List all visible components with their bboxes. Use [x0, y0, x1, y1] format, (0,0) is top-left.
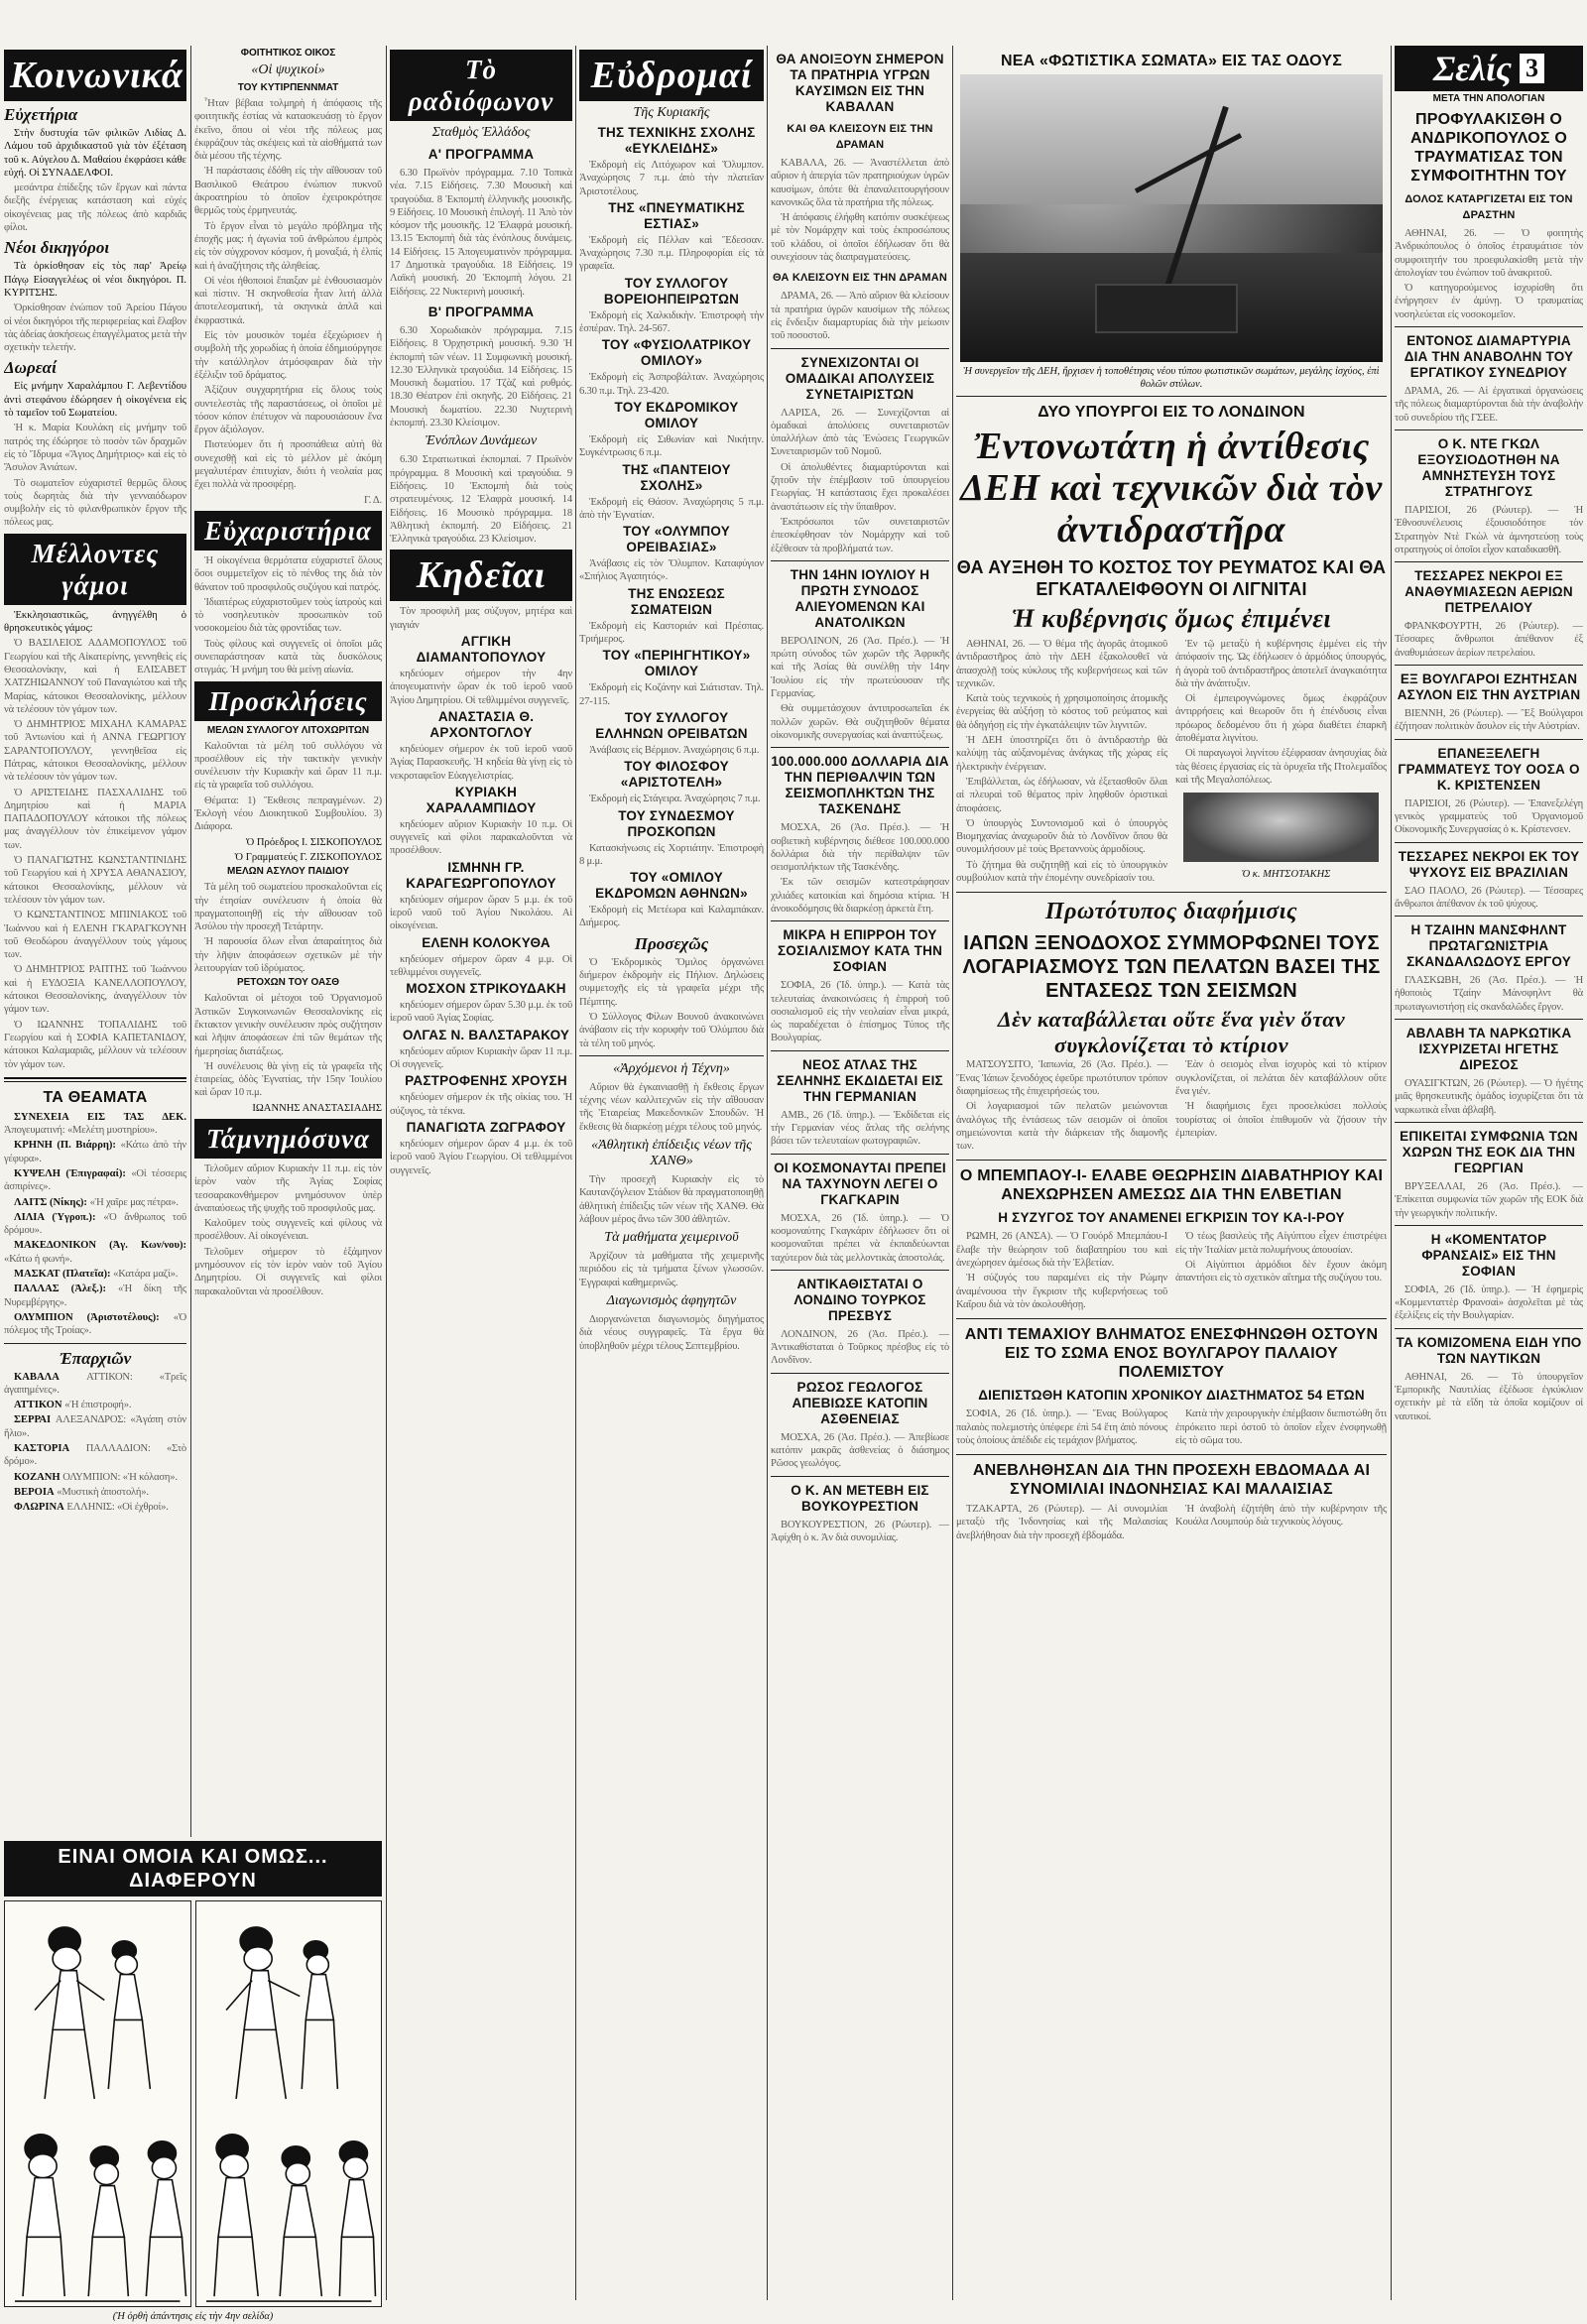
headline: ΑΝΤΙΚΑΘΙΣΤΑΤΑΙ Ο ΛΟΝΔΙΝΟ ΤΟΥΡΚΟΣ ΠΡΕΣΒΥΣ	[794, 1276, 926, 1323]
portrait-photo	[1183, 793, 1379, 862]
headline: Η «ΚΟΜΕΝΤΑΤΟΡ ΦΡΑΝΣΑΙΣ» ΕΙΣ ΤΗΝ ΣΟΦΙΑΝ	[1421, 1231, 1556, 1279]
headline: ΤΕΣΣΑΡΕΣ ΝΕΚΡΟΙ ΕΞ ΑΝΑΘΥΜΙΑΣΕΩΝ ΑΕΡΙΩΝ ΠΕΤΡΕΛΑΙΟΥ	[1404, 568, 1573, 616]
headline: ΕΠΑΝΕΞΕΛΕΓΗ ΓΡΑΜΜΑΤΕΥΣ ΤΟΥ ΟΟΣΑ Ο Κ. ΚΡΙΣΤΕΝΣΕΝ	[1398, 745, 1580, 793]
theama-item: ΜΑΣΚΑΤ (Πλατεῖα): «Κατάρα μαζί».	[14, 1269, 179, 1281]
headline: ΟΙ ΚΟΣΜΟΝΑΥΤΑΙ ΠΡΕΠΕΙ ΝΑ ΤΑΧΥΝΟΥΝ ΛΕΓΕΙ Ο ΓΚΑΓΚΑΡΙΝ	[774, 1160, 946, 1207]
article-title: Τὰ μαθήματα χειμερινοῦ	[604, 1230, 739, 1246]
headline: ΙΑΠΩΝ ΞΕΝΟΔΟΧΟΣ ΣΥΜΜΟΡΦΩΝΕΙ ΤΟΥΣ ΛΟΓΑΡΙΑΣΜΟΥΣ ΤΩΝ ΠΕΛΑΤΩΝ ΒΑΣΕΙ ΤΗΣ ΕΝΤΑΣΕΩΣ ΤΩΝ ΣΕΙΣΜΩΝ	[962, 932, 1381, 1003]
headline: Ο Κ. ΑΝ ΜΕΤΕΒΗ ΕΙΣ ΒΟΥΚΟΥΡΕΣΤΙΟΝ	[791, 1482, 929, 1514]
theama-item: ΛΙΛΙΑ (Ὑγροπ.): «Ὁ ἄνθρωπος τοῦ δρόμου».	[4, 1211, 186, 1237]
deceased-name: ΚΥΡΙΑΚΗ ΧΑΡΑΛΑΜΠΙΔΟΥ	[426, 784, 537, 815]
column-rule	[575, 46, 576, 2300]
section-subtitle: Τῆς Κυριακῆς	[633, 105, 710, 120]
page-number: 3	[1520, 54, 1544, 83]
article-text: Ἐκκλησιαστικῶς, ἀνηγγέλθη ὁ θρησκευτικὸς γάμος:	[4, 609, 186, 635]
article-title: «Οἱ ψυχικοί»	[251, 62, 325, 77]
news-photo	[960, 74, 1383, 362]
kicker: ΜΕΛΩΝ ΣΥΛΛΟΓΟΥ ΛΙΤΟΧΩΡΙΤΩΝ	[206, 724, 370, 736]
deceased-name: ΠΑΝΑΓΙΩΤΑ ΖΩΓΡΑΦΟΥ	[406, 1119, 566, 1135]
article-title: «Ἀρχόμενοι ἡ Τέχνη»	[613, 1060, 730, 1076]
excursion-heading: ΤΗΣ ΕΝΩΣΕΩΣ ΣΩΜΑΤΕΙΩΝ	[628, 585, 725, 617]
deceased-name: ΑΝΑΣΤΑΣΙΑ Θ. ΑΡΧΟΝΤΟΓΛΟΥ	[429, 708, 535, 740]
section-heading-upcoming: Προσεχῶς	[634, 933, 709, 953]
section-banner-memorials: Τάμνημόσυνα	[194, 1119, 382, 1159]
headline: 100.000.000 ΔΟΛΛΑΡΙΑ ΔΙΑ ΤΗΝ ΠΕΡΙΘΑΛΨΙΝ ΤΩΝ ΣΕΙΣΜΟΠΛΗΚΤΩΝ ΤΗΣ ΤΑΣΚΕΝΔΗΣ	[771, 754, 949, 817]
eparxia-item: ΚΟΖΑΝΗ ΟΛΥΜΠΙΟΝ: «Ἡ κόλαση».	[14, 1471, 178, 1483]
kicker: ΡΕΤΟΧΩΝ ΤΟΥ ΟΑΣΘ	[236, 977, 340, 989]
headline: Η ΤΖΑΙΗΝ ΜΑΝΣΦΗΛΝΤ ΠΡΩΤΑΓΩΝΙΣΤΡΙΑ ΣΚΑΝΔΑΛΩΔΟΥΣ ΕΡΓΟΥ	[1406, 922, 1571, 970]
deceased-name: ΟΛΓΑΣ Ν. ΒΑΛΣΤΑΡΑΚΟΥ	[402, 1027, 570, 1042]
section-heading-eparxion: Ἐπαρχιῶν	[59, 1348, 132, 1368]
headline: ΑΝΕΒΛΗΘΗΣΑΝ ΔΙΑ ΤΗΝ ΠΡΟΣΕΧΗ ΕΒΔΟΜΑΔΑ ΑΙ ΣΥΝΟΜΙΛΙΑΙ ΙΝΔΟΝΗΣΙΑΣ ΚΑΙ ΜΑΛΑΙΣΙΑΣ	[972, 1462, 1371, 1499]
photo-caption: Ὁ κ. ΜΗΤΣΟΤΑΚΗΣ	[1241, 869, 1331, 881]
section-banner-funerals: Κηδεῖαι	[390, 550, 572, 601]
signature: Ὁ Γραμματεύς Γ. ΖΙΣΚΟΠΟΥΛΟΣ	[234, 851, 382, 863]
excursion-heading: ΤΟΥ ΦΙΛΟΣΦΟΥ «ΑΡΙΣΤΟΤΕΛΗ»	[620, 759, 729, 791]
subheadline: ΘΑ ΚΛΕΙΣΟΥΝ ΕΙΣ ΤΗΝ ΔΡΑΜΑΝ	[772, 272, 948, 285]
section-heading: Δωρεαί	[4, 358, 57, 378]
section-banner-excursions: Εὐδρομαί	[579, 50, 764, 101]
subheadline: ΔΟΛΟΣ ΚΑΤΑΡΓΙΖΕΤΑΙ ΕΙΣ ΤΟΝ ΔΡΑΣΤΗΝ	[1404, 193, 1573, 221]
eparxia-item: ΚΑΣΤΟΡΙΑ ΠΑΛΛΑΔΙΟΝ: «Στὸ δρόμο».	[4, 1443, 186, 1468]
headline: ΕΞ ΒΟΥΛΓΑΡΟΙ ΕΖΗΤΗΣΑΝ ΑΣΥΛΟΝ ΕΙΣ ΤΗΝ ΑΥΣΤΡΙΑΝ	[1397, 672, 1581, 703]
theama-item: ΜΑΚΕΔΟΝΙΚΟΝ (Ἀγ. Κων/νου): «Κάτω ἡ φωνή».	[4, 1240, 186, 1265]
excursion-heading: ΤΟΥ ΣΥΛΛΟΓΟΥ ΒΟΡΕΙΟΗΠΕΙΡΩΤΩΝ	[603, 275, 740, 306]
excursion-heading: ΤΟΥ «ΟΛΥΜΠΟΥ ΟΡΕΙΒΑΣΙΑΣ»	[623, 524, 730, 555]
column-radio: Τὸ ραδιόφωνον Σταθμὸς Ἑλλάδος Α' ΠΡΟΓΡΑΜΜΑ 6.30 Πρωϊνὸν πρόγραμμα. 7.10 Τοπικὰ νέα. 7.15 Εἰδήσεις. 7.30 Μουσικὴ καὶ τραγούδια. 8 Ἐκπομπὴ ἑλληνικῆς μουσικῆς. 9 Εἰδήσεις. 10 Μουσικὴ ἐπιλογή. 11 Ἀπὸ τὸν κόσμον τῆς μουσικῆς. 12 Ἐλαφρά μουσική. 13.15 Ἐκπομπὴ διὰ τὰς ἐνόπλους δυνάμεις. 14 Εἰδήσεις. 15 Ἀπογευματινὸν πρόγραμμα. 17 Δημοτικὰ τραγούδια. 18 Εἰδήσεις. 19 Λαϊκὴ μουσική. 20 Ἐκπομπὴ λόγου. 21 Εἰδήσεις. 22 Νυκτερινὴ μουσική. Β' ΠΡΟΓΡΑΜΜΑ 6.30 Χορωδιακὸν πρόγραμμα. 7.15 Εἰδήσεις. 8 Ὀρχηστρικὴ μουσική. 9.30 Ἡ ἐκπομπὴ τῶν νέων. 11 Συμφωνικὴ μουσική. 12.30 Ἐλληνικὰ τραγούδια. 14 Εἰδήσεις. 15 Μουσικὴ δωματίου. 17 Τζὰζ καὶ ρυθμός. 18.30 Θέατρον ἐπὶ σκηνῆς. 20 Εἰδήσεις. 21 Μουσικὴ δωματίου. 22.30 Νυχτερινὴ ἐκπομπή. 23.30 Κλείσιμον. Ἐνόπλων Δυνάμεων 6.30 Στρατιωτικαὶ ἐκπομπαί. 7 Πρωϊνὸν πρόγραμμα. 8 Μουσικὴ καὶ τραγούδια. 9 Εἰδήσεις. 10 Ἐκπομπὴ διὰ τοὺς στρατευμένους. 12 Ἐλαφρὰ μουσική. 14 Εἰδήσεις. 16 Μουσικὸ πρόγραμμα. 18 Ἀθλητικὴ ἐκπομπή. 20 Εἰδήσεις. 21 Ἐλληνικὰ τραγούδια. 23 Κλείσιμον. Κηδεῖαι Τὸν προσφιλῆ μας σύζυγον, μητέρα καὶ γιαγιάν ΑΓΓΙΚΗ ΔΙΑΜΑΝΤΟΠΟΥΛΟΥ κηδεύομεν σήμερον τὴν 4ην ἀπογευματινὴν ὥραν ἐκ τοῦ ἱεροῦ ναοῦ Ἁγίου Δημητρίου. Οἱ τεθλιμμένοι συγγενεῖς. ΑΝΑΣΤΑΣΙΑ Θ. ΑΡΧΟΝΤΟΓΛΟΥ κηδεύομεν σήμερον ἐκ τοῦ ἱεροῦ ναοῦ Ἁγίας Παρασκευῆς. Ἡ κηδεία θὰ γίνῃ εἰς τὸ νεκροταφεῖον Εὐαγγελιστρίας. ΚΥΡΙΑΚΗ ΧΑΡΑΛΑΜΠΙΔΟΥ κηδεύομεν αὔριον Κυριακὴν 10 π.μ. Οἱ συγγενεῖς καὶ φίλοι παρακαλοῦνται νὰ προσέλθουν. ΙΣΜΗΝΗ ΓΡ. ΚΑΡΑΓΕΩΡΓΟΠΟΥΛΟΥ κηδεύομεν σήμερον ὥραν 5 μ.μ. ἐκ τοῦ ἱεροῦ ναοῦ τοῦ Ἁγίου Νικολάου. Αἱ οἰκογένειαι. ΕΛΕΝΗ ΚΟΛΟΚΥΘΑ κηδεύομεν σήμερον ὥραν 4 μ.μ. Οἱ τεθλιμμένοι συγγενεῖς. ΜΟΣΧΟΝ ΣΤΡΙΚΟΥΔΑΚΗ κηδεύομεν σήμερον ὥραν 5.30 μ.μ. ἐκ τοῦ ἱεροῦ ναοῦ Ἁγίας Σοφίας. ΟΛΓΑΣ Ν. ΒΑΛΣΤΑΡΑΚΟΥ κηδεύομεν αὔριον Κυριακὴν ὥραν 11 π.μ. Οἱ συγγενεῖς. ΡΑΣΤΡΟΦΕΝΗΣ ΧΡΟΥΣΗ κηδεύομεν σήμερον ἐκ τῆς οἰκίας του. Ἡ σύζυγος, τὰ τέκνα. ΠΑΝΑΓΙΩΤΑ ΖΩΓΡΑΦΟΥ κηδεύομεν σήμερον ὥραν 4 μ.μ. ἐκ τοῦ ἱεροῦ ναοῦ Ἁγίου Γεωργίου. Οἱ τεθλιμμένοι συγγενεῖς.	[390, 46, 572, 2300]
deck-italic: Δὲν καταβάλλεται οὔτε ἕνα γιὲν ὅταν συγκλονίζεται τὸ κτίριον	[997, 1007, 1346, 1058]
deceased-name: ΕΛΕΝΗ ΚΟΛΟΚΥΘΑ	[422, 934, 550, 950]
signature: Ὁ Πρόεδρος Ι. ΣΙΣΚΟΠΟΥΛΟΣ	[245, 836, 382, 848]
excursion-heading: ΤΟΥ ΕΚΔΡΟΜΙΚΟΥ ΟΜΙΛΟΥ	[614, 399, 739, 430]
section-banner-thanks: Εὐχαριστήρια	[194, 511, 382, 550]
headline: ΕΝΤΟΝΟΣ ΔΙΑΜΑΡΤΥΡΙΑ ΔΙΑ ΤΗΝ ΑΝΑΒΟΛΗΝ ΤΟΥ ΕΡΓΑΤΙΚΟΥ ΣΥΝΕΔΡΙΟΥ	[1404, 333, 1574, 381]
headline: ΤΑ ΚΟΜΙΖΟΜΕΝΑ ΕΙΔΗ ΥΠΟ ΤΩΝ ΝΑΥΤΙΚΩΝ	[1396, 1334, 1582, 1366]
theama-item: ΣΥΝΕΧΕΙΑ ΕΙΣ ΤΑΣ ΔΕΚ. Ἀπογευματινή: «Μελέτη μυστηρίου».	[4, 1111, 186, 1137]
headline: ΑΝΤΙ ΤΕΜΑΧΙΟΥ ΒΛΗΜΑΤΟΣ ΕΝΕΣΦΗΝΩΘΗ ΟΣΤΟΥΝ ΕΙΣ ΤΟ ΣΩΜΑ ΕΝΟΣ ΒΟΥΛΓΑΡΟΥ ΠΑΛΑΙΟΥ ΠΟΛΕΜΙΣΤΟΥ	[964, 1326, 1379, 1382]
theama-item: ΛΑΙΤΣ (Νίκης): «Ἡ χαῖρε μας πέτρα».	[14, 1196, 179, 1208]
headline: ΑΒΛΑΒΗ ΤΑ ΝΑΡΚΩΤΙΚΑ ΙΣΧΥΡΙΖΕΤΑΙ ΗΓΕΤΗΣ ΔΙΡΕΣΟΣ	[1405, 1026, 1572, 1073]
excursion-heading: ΤΟΥ «ΟΜΙΛΟΥ ΕΚΔΡΟΜΩΝ ΑΘΗΝΩΝ»	[595, 870, 748, 902]
subheadline: ΚΑΙ ΘΑ ΚΛΕΙΣΟΥΝ ΕΙΣ ΤΗΝ ΔΡΑΜΑΝ	[787, 123, 933, 151]
section-banner-weddings: Μέλλοντες γάμοι	[4, 534, 186, 605]
eparxia-item: ΣΕΡΡΑΙ ΑΛΕΞΑΝΔΡΟΣ: «Ἀγάπη στὸν ἥλιο».	[4, 1414, 186, 1439]
section-heading-theamata: ΤΑ ΘΕΑΜΑΤΑ	[43, 1088, 148, 1106]
subheadline: Η ΣΥΖΥΓΟΣ ΤΟΥ ΑΝΑΜΕΝΕΙ ΕΓΚΡΙΣΙΝ ΤΟΥ ΚΑ-Ι-ΡΟΥ	[998, 1210, 1345, 1226]
column-rule	[386, 46, 387, 2300]
program-heading: Α' ΠΡΟΓΡΑΜΜΑ	[427, 147, 535, 162]
column-rule	[1391, 46, 1392, 2300]
section-heading: Νέοι δικηγόροι	[4, 238, 110, 258]
kicker: ΜΕΛΩΝ ΑΣΥΛΟΥ ΠΑΙΔΙΟΥ	[226, 866, 349, 878]
kicker: ΔΥΟ ΥΠΟΥΡΓΟΙ ΕΙΣ ΤΟ ΛΟΝΔΙΝΟΝ	[1038, 404, 1305, 421]
kicker: ΜΕΤΑ ΤΗΝ ΑΠΟΛΟΓΙΑΝ	[1432, 93, 1545, 104]
excursion-heading: ΤΗΣ «ΠΝΕΥΜΑΤΙΚΗΣ ΕΣΤΙΑΣ»	[608, 199, 745, 231]
deck-italic: Ἡ κυβέρνησις ὅμως ἐπιμένει	[1011, 604, 1332, 633]
headline: ΝΕΟΣ ΑΤΛΑΣ ΤΗΣ ΣΕΛΗΝΗΣ ΕΚΔΙΔΕΤΑΙ ΕΙΣ ΤΗΝ ΓΕΡΜΑΝΙΑΝ	[777, 1056, 943, 1104]
section-banner-radio: Τὸ ραδιόφωνον	[390, 50, 572, 121]
cartoon-right	[195, 1900, 383, 2307]
excursion-heading: ΤΟΥ ΣΥΛΛΟΓΟΥ ΕΛΛΗΝΩΝ ΟΡΕΙΒΑΤΩΝ	[595, 709, 748, 741]
excursion-heading: ΤΟΥ «ΦΥΣΙΟΛΑΤΡΙΚΟΥ ΟΜΙΛΟΥ»	[601, 337, 752, 369]
theama-item: ΚΡΗΝΗ (Π. Βιάρρη): «Κάτω ἀπὸ τὴν γέφυρα».	[4, 1140, 186, 1164]
column-student-home: ΦΟΙΤΗΤΙΚΟΣ ΟΙΚΟΣ «Οἱ ψυχικοί» ΤΟΥ ΚΥΤΙΡΠΕΝΝΜΑΤ Ἦταν βέβαια τολμηρὴ ἡ ἀπόφασις τῆς φοιτητικῆς ἑστίας νὰ κατασκευάσῃ τὸ ἔργον ἐκεῖνο, ὅπου οἱ νέοι τῆς πόλεως μας ἐκφράζουν τὰς σκέψεις καὶ τὰ αἰσθήματά των διὰ μέσου τῆς τέχνης. Ἡ παράστασις ἐδόθη εἰς τὴν αἴθουσαν τοῦ Βασιλικοῦ Θεάτρου ἐνώπιον πυκνοῦ ἀκροατηρίου τὸ ὁποῖον ἐχειροκρότησε θερμῶς τοὺς ἐρμηνευτάς. Τὸ ἔργον εἶναι τὸ μεγάλο πρόβλημα τῆς ἐποχῆς μας: ἡ ἀγωνία τοῦ ἀνθρώπου ἐμπρὸς εἰς τὸν σύγχρονον κόσμον, ἡ μοναξιά, ἡ ἐλπίς καὶ ἡ ἀναζήτησις τῆς ἀληθείας. Οἱ νέοι ἠθοποιοὶ ἔπαιξαν μὲ ἐνθουσιασμὸν καὶ πίστιν. Ἡ σκηνοθεσία ἦταν λιτή ἀλλὰ ἀποτελεσματική, τὰ σκηνικὰ ἁπλᾶ καὶ ἐκφραστικά. Εἰς τὸν μουσικὸν τομέα ἐξεχώρισεν ἡ συμβολὴ τῆς χορωδίας ἡ ὁποία ἐδημιούργησε τὴν κατάλληλον ἀτμόσφαιραν διὰ τὴν ἐξέλιξιν τοῦ δράματος. Ἀξίζουν συγχαρητήρια εἰς ὅλους τοὺς συντελεστὰς τῆς παραστάσεως, οἱ ὁποῖοι μὲ τόσον κόπον ἐπέτυχον νὰ παρουσιάσουν ἕνα ἔργον ἀξιόλογον. Πιστεύομεν ὅτι ἡ προσπάθεια αὐτὴ θὰ συνεχισθῇ καὶ εἰς τὸ μέλλον μὲ ἀκόμη μεγαλυτέραν ἐπιτυχίαν, διότι ἡ νεολαία μας ἔχει πολλὰ νὰ προσφέρῃ. Γ. Δ. Εὐχαριστήρια Ἡ οἰκογένεια θερμότατα εὐχαριστεῖ ὅλους ὅσοι συμμετεῖχον εἰς τὸ πένθος της διὰ τὸν θάνατον τοῦ προσφιλοῦς συζύγου καὶ πατρός. Ἰδιαιτέρως εὐχαριστοῦμεν τοὺς ἰατροὺς καὶ τὸ νοσηλευτικὸν προσωπικὸν τοῦ νοσοκομείου διὰ τὰς φροντίδας των. Τοὺς φίλους καὶ συγγενεῖς οἱ ὁποῖοι μᾶς συνεπαράστησαν κατὰ τὰς δυσκόλους στιγμάς. Ἡ μνήμη του θὰ μείνῃ αἰωνία. Προσκλήσεις ΜΕΛΩΝ ΣΥΛΛΟΓΟΥ ΛΙΤΟΧΩΡΙΤΩΝ Καλοῦνται τὰ μέλη τοῦ συλλόγου νὰ προσέλθουν εἰς τὴν τακτικὴν γενικὴν συνέλευσιν τὴν Κυριακὴν καὶ ὥραν 11 π.μ. εἰς τὰ γραφεῖα τοῦ συλλόγου. Θέματα: 1) Ἔκθεσις πεπραγμένων. 2) Ἐκλογὴ νέου Διοικητικοῦ Συμβουλίου. 3) Διάφορα. Ὁ Πρόεδρος Ι. ΣΙΣΚΟΠΟΥΛΟΣ Ὁ Γραμματεύς Γ. ΖΙΣΚΟΠΟΥΛΟΣ ΜΕΛΩΝ ΑΣΥΛΟΥ ΠΑΙΔΙΟΥ Τὰ μέλη τοῦ σωματείου προσκαλοῦνται εἰς τὴν ἐτησίαν συνέλευσιν ἡ ὁποία θὰ πραγματοποιηθῇ εἰς τὴν αἴθουσαν τοῦ Ἀσύλου τὴν προσεχῆ Τετάρτην. Ἡ παρουσία ὅλων εἶναι ἀπαραίτητος διὰ τὴν λῆψιν ἀποφάσεων σχετικῶν μὲ τὴν λειτουργίαν τοῦ ἱδρύματος. ΡΕΤΟΧΩΝ ΤΟΥ ΟΑΣΘ Καλοῦνται οἱ μέτοχοι τοῦ Ὀργανισμοῦ Ἀστικῶν Συγκοινωνιῶν Θεσσαλονίκης εἰς ἔκτακτον γενικὴν συνέλευσιν πρὸς συζήτησιν καὶ λῆψιν ἀποφάσεων ἐπὶ τῶν θεμάτων τῆς ἡμερησίας διατάξεως. Ἡ συνέλευσις θὰ γίνῃ εἰς τὰ γραφεῖα τῆς ἑταιρείας, ὁδὸς Ἐγνατίας, τὴν 15ην Ἰουλίου καὶ ὥραν 10 π.μ. ΙΩΑΝΝΗΣ ΑΝΑΣΤΑΣΙΑΔΗΣ Τάμνημόσυνα Τελοῦμεν αὔριον Κυριακὴν 11 π.μ. εἰς τὸν ἱερὸν ναὸν τῆς Ἁγίας Σοφίας τεσσαρακονθήμερον μνημόσυνον ὑπὲρ ἀναπαύσεως τῆς ψυχῆς τοῦ προσφιλοῦς μας. Καλοῦμεν τοὺς συγγενεῖς καὶ φίλους νὰ προσέλθουν. Αἱ οἰκογένειαι. Τελοῦμεν σήμερον τὸ ἑξάμηνον μνημόσυνον εἰς τὸν ἱερὸν ναὸν τοῦ Ἁγίου Δημητρίου. Οἱ συγγενεῖς καὶ φίλοι παρακαλοῦνται νὰ προσέλθουν.	[194, 48, 382, 1297]
deck: ΘΑ ΑΥΞΗΘΗ ΤΟ ΚΟΣΤΟΣ ΤΟΥ ΡΕΥΜΑΤΟΣ ΚΑΙ ΘΑ ΕΓΚΑΤΑΛΕΙΦΘΟΥΝ ΟΙ ΛΙΓΝΙΤΑΙ	[956, 557, 1387, 599]
headline: ΜΙΚΡΑ Η ΕΠΙΡΡΟΗ ΤΟΥ ΣΟΣΙΑΛΙΣΜΟΥ ΚΑΤΑ ΤΗΝ ΣΟΦΙΑΝ	[777, 927, 943, 975]
theama-item: ΠΑΛΛΑΣ (Ἀλεξ.): «Ἡ δίκη τῆς Νυρεμβέργης».	[4, 1284, 186, 1308]
subheadline: ΔΙΕΠΙΣΤΩΘΗ ΚΑΤΟΠΙΝ ΧΡΟΝΙΚΟΥ ΔΙΑΣΤΗΜΑΤΟΣ 54 ΕΤΩΝ	[978, 1388, 1365, 1404]
cartoon-caption: (Ἡ ὀρθὴ ἀπάντησις εἰς τὴν 4ην σελίδα)	[112, 2311, 274, 2322]
article-text: Τὰ ὁρκίσθησαν εἰς τὸς παρ' Ἀρείῳ Πάγῳ Εἰσαγγελέως οἱ νέοι δικηγόροι. Π. ΚΥΡΙΤΣΗΣ.	[4, 261, 186, 299]
section-heading: Εὐχετήρια	[4, 105, 78, 124]
byline: ΤΟΥ ΚΥΤΙΡΠΕΝΝΜΑΤ	[237, 82, 339, 93]
theama-item: ΚΥΨΕΛΗ (Ἐπιγραφαί): «Οἱ τέσσερις ἀσπιρίνες».	[4, 1168, 186, 1193]
program-heading: Ἐνόπλων Δυνάμεων	[425, 433, 538, 449]
headline: ΤΗΝ 14ΗΝ ΙΟΥΛΙΟΥ Η ΠΡΩΤΗ ΣΥΝΟΔΟΣ ΑΛΙΕΥΟΜΕΝΩΝ ΚΑΙ ΑΝΑΤΟΛΙΚΩΝ	[790, 566, 930, 630]
article-title: «Ἀθλητικὴ ἐπίδειξις νέων τῆς ΧΑΝΘ»	[591, 1137, 752, 1168]
eparxia-item: ΑΤΤΙΚΟΝ «Ἡ ἐπιστροφή».	[14, 1400, 132, 1411]
page-number-banner	[1395, 46, 1583, 91]
headline: ΤΕΣΣΑΡΕΣ ΝΕΚΡΟΙ ΕΚ ΤΟΥ ΨΥΧΟΥΣ ΕΙΣ ΒΡΑΖΙΛΙΑΝ	[1398, 848, 1580, 880]
main-headline: Ἐντονωτάτη ἡ ἀντίθεσις ΔΕΗ καὶ τεχνικῶν διὰ τὸν ἀντιδραστῆρα	[960, 426, 1383, 550]
excursion-heading: ΤΟΥ ΣΥΝΔΕΣΜΟΥ ΠΡΟΣΚΟΠΩΝ	[618, 807, 735, 839]
excursion-heading: ΤΗΣ «ΠΑΝΤΕΙΟΥ ΣΧΟΛΗΣ»	[622, 461, 731, 493]
column-excursions: Εὐδρομαί Τῆς Κυριακῆς ΤΗΣ ΤΕΧΝΙΚΗΣ ΣΧΟΛΗΣ «ΕΥΚΛΕΙΔΗΣ» Ἐκδρομὴ εἰς Λιτόχωρον καὶ Ὄλυμπον. Ἀναχώρησις 7 π.μ. ἀπὸ τὴν πλατεῖαν Ἀριστοτέλους. ΤΗΣ «ΠΝΕΥΜΑΤΙΚΗΣ ΕΣΤΙΑΣ» Ἐκδρομὴ εἰς Πέλλαν καὶ Ἔδεσσαν. Ἀναχώρησις 7.30 π.μ. Πληροφορίαι εἰς τὰ γραφεῖα. ΤΟΥ ΣΥΛΛΟΓΟΥ ΒΟΡΕΙΟΗΠΕΙΡΩΤΩΝ Ἐκδρομὴ εἰς Χαλκιδικὴν. Ἐπιστροφὴ τὴν ἑσπέραν. Τηλ. 24-567. ΤΟΥ «ΦΥΣΙΟΛΑΤΡΙΚΟΥ ΟΜΙΛΟΥ» Ἐκδρομὴ εἰς Ἀσπροβάλταν. Ἀναχώρησις 6.30 π.μ. Τηλ. 23-420. ΤΟΥ ΕΚΔΡΟΜΙΚΟΥ ΟΜΙΛΟΥ Ἐκδρομὴ εἰς Σιθωνίαν καὶ Νικήτην. Συγκέντρωσις 6 π.μ. ΤΗΣ «ΠΑΝΤΕΙΟΥ ΣΧΟΛΗΣ» Ἐκδρομὴ εἰς Θάσον. Ἀναχώρησις 5 π.μ. ἀπὸ τὴν Ἐγνατίαν. ΤΟΥ «ΟΛΥΜΠΟΥ ΟΡΕΙΒΑΣΙΑΣ» Ἀνάβασις εἰς τὸν Ὄλυμπον. Καταφύγιον «Σπήλιος Ἀγαπητός». ΤΗΣ ΕΝΩΣΕΩΣ ΣΩΜΑΤΕΙΩΝ Ἐκδρομὴ εἰς Καστοριάν καὶ Πρέσπας. Τριήμερος. ΤΟΥ «ΠΕΡΙΗΓΗΤΙΚΟΥ» ΟΜΙΛΟΥ Ἐκδρομὴ εἰς Κοζάνην καὶ Σιάτισταν. Τηλ. 27-115. ΤΟΥ ΣΥΛΛΟΓΟΥ ΕΛΛΗΝΩΝ ΟΡΕΙΒΑΤΩΝ Ἀνάβασις εἰς Βέρμιον. Ἀναχώρησις 6 π.μ. ΤΟΥ ΦΙΛΟΣΦΟΥ «ΑΡΙΣΤΟΤΕΛΗ» Ἐκδρομὴ εἰς Στάγειρα. Ἀναχώρησις 7 π.μ. ΤΟΥ ΣΥΝΔΕΣΜΟΥ ΠΡΟΣΚΟΠΩΝ Κατασκήνωσις εἰς Χορτιάτην. Ἐπιστροφὴ 8 μ.μ. ΤΟΥ «ΟΜΙΛΟΥ ΕΚΔΡΟΜΩΝ ΑΘΗΝΩΝ» Ἐκδρομὴ εἰς Μετέωρα καὶ Καλαμπάκαν. Διήμερος. Προσεχῶς Ὁ Ἐκδρομικὸς Ὅμιλος ὀργανώνει διήμερον ἐκδρομὴν εἰς Πήλιον. Δηλώσεις συμμετοχῆς εἰς τὰ γραφεῖα μέχρι τῆς Πέμπτης. Ὁ Σύλλογος Φίλων Βουνοῦ ἀνακοινώνει ἀνάβασιν εἰς τὴν κορυφὴν τοῦ Ὀλύμπου διὰ τὰ τέλη τοῦ μηνός. «Ἀρχόμενοι ἡ Τέχνη» Αὔριον θὰ ἐγκαινιασθῇ ἡ ἔκθεσις ἔργων τέχνης νέων καλλιτεχνῶν εἰς τὴν αἴθουσαν τῆς Ἑταιρείας Μακεδονικῶν Σπουδῶν. Ἡ ἔκθεσις θὰ διαρκέσῃ μέχρι τέλους τοῦ μηνός. «Ἀθλητικὴ ἐπίδειξις νέων τῆς ΧΑΝΘ» Τὴν προσεχῆ Κυριακὴν εἰς τὸ Καυτανζόγλειον Στάδιον θὰ πραγματοποιηθῇ ἀθλητικὴ ἐπίδειξις τῶν νέων τῆς ΧΑΝΘ. Θὰ λάβουν μέρος ἄνω τῶν 300 ἀθλητῶν. Τὰ μαθήματα χειμερινοῦ Ἀρχίζουν τὰ μαθήματα τῆς χειμερινῆς περιόδου εἰς τὰ τμήματα ξένων γλωσσῶν. Ἐγγραφαὶ καθημερινῶς. Διαγωνισμὸς ἀφηγητῶν Διοργανώνεται διαγωνισμὸς διηγήματος διὰ νέους συγγραφεῖς. Τὰ ἔργα θὰ ὑποβληθοῦν μέχρι τέλους Σεπτεμβρίου.	[579, 46, 764, 2300]
headline: ΠΡΟΦΥΛΑΚΙΣΘΗ Ο ΑΝΔΡΙΚΟΠΟΥΛΟΣ Ο ΤΡΑΥΜΑΤΙΣΑΣ ΤΟΝ ΣΥΜΦΟΙΤΗΤΗΝ ΤΟΥ	[1410, 111, 1567, 184]
column-rule	[952, 46, 953, 2300]
column-news: ΘΑ ΑΝΟΙΞΟΥΝ ΣΗΜΕΡΟΝ ΤΑ ΠΡΑΤΗΡΙΑ ΥΓΡΩΝ ΚΑΥΣΙΜΩΝ ΕΙΣ ΤΗΝ ΚΑΒΑΛΑΝ ΚΑΙ ΘΑ ΚΛΕΙΣΟΥΝ ΕΙΣ ΤΗΝ ΔΡΑΜΑΝ ΚΑΒΑΛΑ, 26. — Ἀναστέλλεται ἀπὸ αὔριον ἡ ἀπεργία τῶν πρατηριούχων ὑγρῶν καυσίμων, ὁπότε θὰ ἐπαναλειτουργήσουν κανονικῶς ὅλα τὰ πρατήρια τῆς πόλεως. Ἡ ἀπόφασις ἐλήφθη κατόπιν συσκέψεως μὲ τὸν Νομάρχην καὶ τοὺς ἐκπροσώπους τοῦ κλάδου, οἱ ὁποῖοι ἐδήλωσαν ὅτι θὰ συνεχίσουν τὰς διαπραγματεύσεις. ΘΑ ΚΛΕΙΣΟΥΝ ΕΙΣ ΤΗΝ ΔΡΑΜΑΝ ΔΡΑΜΑ, 26. — Ἀπὸ αὔριον θὰ κλείσουν τὰ πρατήρια ὑγρῶν καυσίμων τῆς πόλεως εἰς ἔνδειξιν διαμαρτυρίας διὰ τὴν μείωσιν τοῦ ποσοστοῦ. ΣΥΝΕΧΙΖΟΝΤΑΙ ΟΙ ΟΜΑΔΙΚΑΙ ΑΠΟΛΥΣΕΙΣ ΣΥΝΕΤΑΙΡΙΣΤΩΝ ΛΑΡΙΣΑ, 26. — Συνεχίζονται αἱ ὁμαδικαὶ ἀπολύσεις συνεταιριστῶν ὑπαλλήλων ἀπὸ τὰς Ἑνώσεις Γεωργικῶν Συνεταιρισμῶν τοῦ Νομοῦ. Οἱ ἀπολυθέντες διαμαρτύρονται καὶ ζητοῦν τὴν ἐπέμβασιν τοῦ ὑπουργείου Γεωργίας. Ἡ κατάστασις ἔχει προκαλέσει ἀναστάτωσιν εἰς τὴν ὕπαιθρον. Ἐκπρόσωποι τῶν συνεταιριστῶν ἐπεσκέφθησαν τὸν Νομάρχην καὶ τοῦ ἐξέθεσαν τὰ προβλήματά των. ΤΗΝ 14ΗΝ ΙΟΥΛΙΟΥ Η ΠΡΩΤΗ ΣΥΝΟΔΟΣ ΑΛΙΕΥΟΜΕΝΩΝ ΚΑΙ ΑΝΑΤΟΛΙΚΩΝ ΒΕΡΟΛΙΝΟΝ, 26 (Ἀσ. Πρέσ.). — Ἡ πρώτη σύνοδος τῶν χωρῶν τῆς Ἀφρικῆς καὶ τῆς Ἀσίας θὰ συνέλθῃ τὴν 14ην Ἰουλίου εἰς τὴν πρωτεύουσαν τῆς Γερμανίας. Θὰ συμμετάσχουν ἀντιπροσωπεῖαι ἐκ πολλῶν χωρῶν. Θὰ συζητηθοῦν θέματα οἰκονομικῆς συνεργασίας καὶ ἀναπτύξεως. 100.000.000 ΔΟΛΛΑΡΙΑ ΔΙΑ ΤΗΝ ΠΕΡΙΘΑΛΨΙΝ ΤΩΝ ΣΕΙΣΜΟΠΛΗΚΤΩΝ ΤΗΣ ΤΑΣΚΕΝΔΗΣ ΜΟΣΧΑ, 26 (Ἀσ. Πρέσ.). — Ἡ σοβιετικὴ κυβέρνησις διέθεσε 100.000.000 δολλάρια διὰ τὴν περίθαλψιν τῶν σεισμοπλήκτων τῆς Τασκένδης. Ἐκ τῶν σεισμῶν κατεστράφησαν χιλιάδες κατοικίαι καὶ δημόσια κτίρια. Ἡ ἀνοικοδόμησις θὰ διαρκέσῃ ἀρκετὰ ἔτη. ΜΙΚΡΑ Η ΕΠΙΡΡΟΗ ΤΟΥ ΣΟΣΙΑΛΙΣΜΟΥ ΚΑΤΑ ΤΗΝ ΣΟΦΙΑΝ ΣΟΦΙΑ, 26 (Ἰδ. ὑπηρ.). — Κατὰ τὰς τελευταίας ἀνακοινώσεις ἡ ἐπιρροὴ τοῦ σοσιαλισμοῦ εἰς τὴν νεολαίαν εἶναι μικρά, ὡς παραδέχεται ὁ ἐπίσημος Τύπος τῆς Βουλγαρίας. ΝΕΟΣ ΑΤΛΑΣ ΤΗΣ ΣΕΛΗΝΗΣ ΕΚΔΙΔΕΤΑΙ ΕΙΣ ΤΗΝ ΓΕΡΜΑΝΙΑΝ ΑΜΒ., 26 (Ἰδ. ὑπηρ.). — Ἐκδίδεται εἰς τὴν Γερμανίαν νέος ἄτλας τῆς σελήνης βάσει τῶν τελευταίων φωτογραφιῶν. ΟΙ ΚΟΣΜΟΝΑΥΤΑΙ ΠΡΕΠΕΙ ΝΑ ΤΑΧΥΝΟΥΝ ΛΕΓΕΙ Ο ΓΚΑΓΚΑΡΙΝ ΜΟΣΧΑ, 26 (Ἰδ. ὑπηρ.). — Ὁ κοσμοναύτης Γκαγκάριν ἐδήλωσεν ὅτι οἱ κοσμοναῦται πρέπει νὰ ἐκπαιδεύωνται ταχύτερον διὰ τὰς μελλοντικὰς ἀποστολάς. ΑΝΤΙΚΑΘΙΣΤΑΤΑΙ Ο ΛΟΝΔΙΝΟ ΤΟΥΡΚΟΣ ΠΡΕΣΒΥΣ ΛΟΝΔΙΝΟΝ, 26 (Ἀσ. Πρέσ.). — Ἀντικαθίσταται ὁ Τοῦρκος πρέσβυς εἰς τὸ Λονδῖνον. ΡΩΣΟΣ ΓΕΩΛΟΓΟΣ ΑΠΕΒΙΩΣΕ ΚΑΤΟΠΙΝ ΑΣΘΕΝΕΙΑΣ ΜΟΣΧΑ, 26 (Ἀσ. Πρέσ.). — Ἀπεβίωσε κατόπιν μακρᾶς ἀσθενείας ὁ διάσημος Ρῶσος γεωλόγος. Ο Κ. ΑΝ ΜΕΤΕΒΗ ΕΙΣ ΒΟΥΚΟΥΡΕΣΤΙΟΝ ΒΟΥΚΟΥΡΕΣΤΙΟΝ, 26 (Ρώυτερ). — Ἀφίχθη ὁ κ. Ἀν διὰ συνομιλίας.	[771, 52, 949, 1543]
headline: ΣΥΝΕΧΙΖΟΝΤΑΙ ΟΙ ΟΜΑΔΙΚΑΙ ΑΠΟΛΥΣΕΙΣ ΣΥΝΕΤΑΙΡΙΣΤΩΝ	[785, 354, 935, 402]
photo-title: ΝΕΑ «ΦΩΤΙΣΤΙΚΑ ΣΩΜΑΤΑ» ΕΙΣ ΤΑΣ ΟΔΟΥΣ	[1000, 53, 1343, 69]
section-banner-invitations: Προσκλήσεις	[194, 681, 382, 721]
kicker: ΦΟΙΤΗΤΙΚΟΣ ΟΙΚΟΣ	[240, 48, 336, 59]
column-social: Κοινωνικά Εὐχετήρια Στὴν δυστυχία τῶν φιλικῶν Λιδίας Δ. Λάμου τοῦ ἀρχιδικαστοῦ γιὰ τὸν ἐξέταση τοῦ κ. Αὐγελου Δ. Μαθαίου ἐκφράσει κάθε εὐχή. Οἱ ΣΥΝΑΔΕΛΦΟΙ. μεσάντρα ἐπίδεξης τῶν ἔργων καὶ πάντα διεξῆς ἐνέργειας κατάσταση καὶ εὐχές οἰκογένειας μας τῆς πόλεως ἀπὸ καρδιᾶς φίλοι. Νέοι δικηγόροι Τὰ ὁρκίσθησαν εἰς τὸς παρ' Ἀρείῳ Πάγῳ Εἰσαγγελέως οἱ νέοι δικηγόροι. Π. ΚΥΡΙΤΣΗΣ. Ὀρκίσθησαν ἐνώπιον τοῦ Ἀρείου Πάγου οἱ νέοι δικηγόροι τῆς περιφερείας καὶ ἔλαβον τὰς ἀδείας ἀσκήσεως ἐπαγγέλματος μετὰ τὴν σχετικὴν τελετήν. Δωρεαί Εἰς μνήμην Χαραλάμπου Γ. Λεβεντίδου ἀντὶ στεφάνου ἐδώρησεν ἡ οἰκογένεια εἰς τὸ ταμεῖον τοῦ Σωματείου. Ἡ κ. Μαρία Κουλάκη εἰς μνήμην τοῦ πατρός της ἐδώρησε τὸ ποσὸν τῶν δραχμῶν εἰς τὸ Ἵδρυμα «Ἅγιος Δημήτριος» καὶ εἰς τὸ Ἄσυλον Ἀνιάτων. Τὸ σωματεῖον εὐχαριστεῖ θερμῶς ὅλους τοὺς δωρητὰς διὰ τὴν γενναιόδωρον συμβολὴν εἰς τὸ φιλανθρωπικὸν ἔργον τῆς πόλεως μας. Μέλλοντες γάμοι Ἐκκλησιαστικῶς, ἀνηγγέλθη ὁ θρησκευτικὸς γάμος: Ὁ ΒΑΣΙΛΕΙΟΣ ΑΔΑΜΟΠΟΥΛΟΣ τοῦ Γεωργίου καὶ τῆς Αἰκατερίνης, γεννηθεὶς εἰς Θεσσαλονίκην, καὶ ἡ ΕΛΙΣΑΒΕΤ ΧΑΤΖΗΙΩΑΝΝΟΥ τοῦ Παναγιώτου καὶ τῆς Μαρίας, κάτοικοι Θεσσαλονίκης, μέλλουν νὰ τελέσουν τὸν γάμον των. Ὁ ΔΗΜΗΤΡΙΟΣ ΜΙΧΑΗΛ ΚΑΜΑΡΑΣ τοῦ Ἀντωνίου καὶ ἡ ΑΝΝΑ ΓΕΩΡΓΙΟΥ ΣΑΡΑΝΤΟΠΟΥΛΟΥ, γεννηθεῖσα εἰς Πάτρας, κάτοικοι Θεσσαλονίκης, μέλλουν νὰ τελέσουν τὸν γάμον των. Ὁ ΑΡΙΣΤΕΙΔΗΣ ΠΑΣΧΑΛΙΔΗΣ τοῦ Δημητρίου καὶ ἡ ΜΑΡΙΑ ΠΑΠΑΔΟΠΟΥΛΟΥ κάτοικοι τῆς πόλεως μας ἀναγγέλλουν τὸν ἐπικείμενον γάμον των. Ὁ ΠΑΝΑΓΙΩΤΗΣ ΚΩΝΣΤΑΝΤΙΝΙΔΗΣ τοῦ Γεωργίου καὶ ἡ ΧΡΥΣΑ ΑΘΑΝΑΣΙΟΥ, κάτοικοι Θεσσαλονίκης, μέλλουν νὰ τελέσουν τὸν γάμον των. Ὁ ΚΩΝΣΤΑΝΤΙΝΟΣ ΜΠΙΝΙΑΚΟΣ τοῦ Ἰωάννου καὶ ἡ ΕΛΕΝΗ ΓΚΑΡΑΓΚΟΥΝΗ τοῦ Θεοδώρου ἀναγγέλλουν τοὺς γάμους των. Ὁ ΔΗΜΗΤΡΙΟΣ ΡΑΠΤΗΣ τοῦ Ἰωάννου καὶ ἡ ΕΥΔΟΞΙΑ ΚΑΝΕΛΛΟΠΟΥΛΟΥ, κάτοικοι Θεσσαλονίκης, ἀναγγέλλουν τὸν γάμον των. Ὁ ΙΩΑΝΝΗΣ ΤΟΠΑΛΙΔΗΣ τοῦ Γεωργίου καὶ ἡ ΣΟΦΙΑ ΚΑΠΕΤΑΝΙΔΟΥ, κάτοικοι Καλαμαριᾶς, μέλλουν νὰ τελέσουν τὸν γάμον των. ΤΑ ΘΕΑΜΑΤΑ ΣΥΝΕΧΕΙΑ ΕΙΣ ΤΑΣ ΔΕΚ. Ἀπογευματινή: «Μελέτη μυστηρίου». ΚΡΗΝΗ (Π. Βιάρρη): «Κάτω ἀπὸ τὴν γέφυρα». ΚΥΨΕΛΗ (Ἐπιγραφαί): «Οἱ τέσσερις ἀσπιρίνες». ΛΑΙΤΣ (Νίκης): «Ἡ χαῖρε μας πέτρα». ΛΙΛΙΑ (Ὑγροπ.): «Ὁ ἄνθρωπος τοῦ δρόμου». ΜΑΚΕΔΟΝΙΚΟΝ (Ἀγ. Κων/νου): «Κάτω ἡ φωνή». ΜΑΣΚΑΤ (Πλατεῖα): «Κατάρα μαζί». ΠΑΛΛΑΣ (Ἀλεξ.): «Ἡ δίκη τῆς Νυρεμβέργης». ΟΛΥΜΠΙΟΝ (Ἀριστοτέλους): «Ὁ πόλεμος τῆς Τροίας». Ἐπαρχιῶν ΚΑΒΑΛΑ ΑΤΤΙΚΟΝ: «Τρεῖς ἀγαπημένες». ΑΤΤΙΚΟΝ «Ἡ ἐπιστροφή». ΣΕΡΡΑΙ ΑΛΕΞΑΝΔΡΟΣ: «Ἀγάπη στὸν ἥλιο». ΚΑΣΤΟΡΙΑ ΠΑΛΛΑΔΙΟΝ: «Στὸ δρόμο». ΚΟΖΑΝΗ ΟΛΥΜΠΙΟΝ: «Ἡ κόλαση». ΒΕΡΟΙΑ «Μυστικὴ ἀποστολή». ΦΛΩΡΙΝΑ ΕΛΛΗΝΙΣ: «Οἱ ἐχθροί».	[4, 46, 186, 2300]
headline: Ο ΜΠΕΜΠΑΟΥ-Ι- ΕΛΑΒΕ ΘΕΩΡΗΣΙΝ ΔΙΑΒΑΤΗΡΙΟΥ ΚΑΙ ΑΝΕΧΩΡΗΣΕΝ ΑΜΕΣΩΣ ΔΙΑ ΤΗΝ ΕΛΒΕΤΙΑΝ	[959, 1167, 1384, 1204]
page-label: Σελίς	[1432, 49, 1513, 88]
eparxia-item: ΒΕΡΟΙΑ «Μυστικὴ ἀποστολή».	[14, 1486, 149, 1498]
deceased-name: ΜΟΣΧΟΝ ΣΤΡΙΚΟΥΔΑΚΗ	[406, 981, 566, 997]
cartoon-panel	[4, 1837, 382, 2322]
cartoon-title: ΕΙΝΑΙ ΟΜΟΙΑ ΚΑΙ ΟΜΩΣ... ΔΙΑΦΕΡΟΥΝ	[4, 1841, 382, 1896]
photo-caption: Ἡ συνεργεῖον τῆς ΔΕΗ, ἤρχισεν ἡ τοποθέτησις νέου τύπου φωτιστικῶν σωμάτων, μεγάλης ἰσχύος, ἐπὶ θολῶν στύλων.	[963, 366, 1380, 390]
eparxia-item: ΦΛΩΡΙΝΑ ΕΛΛΗΝΙΣ: «Οἱ ἐχθροί».	[14, 1502, 169, 1514]
deceased-name: ΙΣΜΗΝΗ ΓΡ. ΚΑΡΑΓΕΩΡΓΟΠΟΥΛΟΥ	[406, 859, 556, 891]
deceased-name: ΑΓΓΙΚΗ ΔΙΑΜΑΝΤΟΠΟΥΛΟΥ	[416, 634, 547, 666]
deceased-name: ΡΑΣΤΡΟΦΕΝΗΣ ΧΡΟΥΣΗ	[405, 1073, 567, 1089]
kicker-italic: Πρωτότυπος διαφήμισις	[1044, 899, 1298, 925]
column-rule	[767, 46, 768, 2300]
headline: ΡΩΣΟΣ ΓΕΩΛΟΓΟΣ ΑΠΕΒΙΩΣΕ ΚΑΤΟΠΙΝ ΑΣΘΕΝΕΙΑΣ	[792, 1379, 928, 1426]
excursion-heading: ΤΗΣ ΤΕΧΝΙΚΗΣ ΣΧΟΛΗΣ «ΕΥΚΛΕΙΔΗΣ»	[597, 125, 756, 156]
signature: Γ. Δ.	[363, 494, 382, 506]
column-right: Σελίς 3 ΜΕΤΑ ΤΗΝ ΑΠΟΛΟΓΙΑΝ ΠΡΟΦΥΛΑΚΙΣΘΗ Ο ΑΝΔΡΙΚΟΠΟΥΛΟΣ Ο ΤΡΑΥΜΑΤΙΣΑΣ ΤΟΝ ΣΥΜΦΟΙΤΗΤΗΝ ΤΟΥ ΔΟΛΟΣ ΚΑΤΑΡΓΙΖΕΤΑΙ ΕΙΣ ΤΟΝ ΔΡΑΣΤΗΝ ΑΘΗΝΑΙ, 26. — Ὁ φοιτητὴς Ἀνδρικόπουλος ὁ ὁποῖος ἐτραυμάτισε τὸν συμφοιτητήν του προεφυλακίσθη μετὰ τὴν ἀπολογίαν του ἐνώπιον τοῦ ἀνακριτοῦ. Ὁ κατηγορούμενος ἰσχυρίσθη ὅτι ἐνήργησεν ἐν ἀμύνῃ. Ὁ τραυματίας νοσηλεύεται εἰς νοσοκομεῖον. ΕΝΤΟΝΟΣ ΔΙΑΜΑΡΤΥΡΙΑ ΔΙΑ ΤΗΝ ΑΝΑΒΟΛΗΝ ΤΟΥ ΕΡΓΑΤΙΚΟΥ ΣΥΝΕΔΡΙΟΥ ΔΡΑΜΑ, 26. — Αἱ ἐργατικαὶ ὀργανώσεις τῆς πόλεως διαμαρτύρονται διὰ τὴν ἀναβολὴν τοῦ συνεδρίου τῆς ΓΣΕΕ. Ο Κ. ΝΤΕ ΓΚΩΛ ΕΞΟΥΣΙΟΔΟΤΗΘΗ ΝΑ ΑΜΝΗΣΤΕΥΣΗ ΤΟΥΣ ΣΤΡΑΤΗΓΟΥΣ ΠΑΡΙΣΙΟΙ, 26 (Ρώυτερ). — Ἡ Ἐθνοσυνέλευσις ἐξουσιοδότησε τὸν Στρατηγὸν Ντὲ Γκὼλ νὰ ἀμνηστεύσῃ τοὺς στρατηγοὺς οἱ ὁποῖοι εἶχον καταδικασθῆ. ΤΕΣΣΑΡΕΣ ΝΕΚΡΟΙ ΕΞ ΑΝΑΘΥΜΙΑΣΕΩΝ ΑΕΡΙΩΝ ΠΕΤΡΕΛΑΙΟΥ ΦΡΑΝΚΦΟΥΡΤΗ, 26 (Ρώυτερ). — Τέσσαρες ἄνθρωποι ἀπέθανον ἐξ ἀναθυμιάσεων ἀερίων πετρελαίου. ΕΞ ΒΟΥΛΓΑΡΟΙ ΕΖΗΤΗΣΑΝ ΑΣΥΛΟΝ ΕΙΣ ΤΗΝ ΑΥΣΤΡΙΑΝ ΒΙΕΝΝΗ, 26 (Ρώυτερ). — Ἓξ Βούλγαροι ἐζήτησαν πολιτικὸν ἄσυλον εἰς τὴν Αὐστρίαν. ΕΠΑΝΕΞΕΛΕΓΗ ΓΡΑΜΜΑΤΕΥΣ ΤΟΥ ΟΟΣΑ Ο Κ. ΚΡΙΣΤΕΝΣΕΝ ΠΑΡΙΣΙΟΙ, 26 (Ρώυτερ). — Ἐπανεξελέγη γενικὸς γραμματεὺς τοῦ Ὀργανισμοῦ Οἰκονομικῆς Συνεργασίας ὁ κ. Κρίστενσεν. ΤΕΣΣΑΡΕΣ ΝΕΚΡΟΙ ΕΚ ΤΟΥ ΨΥΧΟΥΣ ΕΙΣ ΒΡΑΖΙΛΙΑΝ ΣΑΟ ΠΑΟΛΟ, 26 (Ρώυτερ). — Τέσσαρες ἄνθρωποι ἀπέθανον ἐκ τοῦ ψύχους. Η ΤΖΑΙΗΝ ΜΑΝΣΦΗΛΝΤ ΠΡΩΤΑΓΩΝΙΣΤΡΙΑ ΣΚΑΝΔΑΛΩΔΟΥΣ ΕΡΓΟΥ ΓΛΑΣΚΩΒΗ, 26 (Ἀσ. Πρέσ.). — Ἡ ἠθοποιὸς Τζαίην Μάνσφηλντ θὰ πρωταγωνιστήσῃ εἰς σκανδαλῶδες ἔργον. ΑΒΛΑΒΗ ΤΑ ΝΑΡΚΩΤΙΚΑ ΙΣΧΥΡΙΖΕΤΑΙ ΗΓΕΤΗΣ ΔΙΡΕΣΟΣ ΟΥΑΣΙΓΚΤΩΝ, 26 (Ρώυτερ). — Ὁ ἡγέτης μιᾶς θρησκευτικῆς ὁμάδος ἰσχυρίζεται ὅτι τὰ ναρκωτικὰ εἶναι ἀβλαβῆ. ΕΠΙΚΕΙΤΑΙ ΣΥΜΦΩΝΙΑ ΤΩΝ ΧΩΡΩΝ ΤΗΣ ΕΟΚ ΔΙΑ ΤΗΝ ΓΕΩΡΓΙΑΝ ΒΡΥΞΕΛΛΑΙ, 26 (Ἀσ. Πρέσ.). — Ἐπίκειται συμφωνία τῶν χωρῶν τῆς ΕΟΚ διὰ τὴν γεωργικὴν πολιτικήν. Η «ΚΟΜΕΝΤΑΤΟΡ ΦΡΑΝΣΑΙΣ» ΕΙΣ ΤΗΝ ΣΟΦΙΑΝ ΣΟΦΙΑ, 26 (Ἰδ. ὑπηρ.). — Ἡ ἐφημερὶς «Κομμενταττὲρ Φρανσαὶ» ἀσχολεῖται μὲ τὰς ἐξελίξεις εἰς τὴν Βουλγαρίαν. ΤΑ ΚΟΜΙΖΟΜΕΝΑ ΕΙΔΗ ΥΠΟ ΤΩΝ ΝΑΥΤΙΚΩΝ ΑΘΗΝΑΙ, 26. — Τὸ ὑπουργεῖον Ἐμπορικῆς Ναυτιλίας ἐξέδωσε ἐγκύκλιον σχετικὴν μὲ τὰ εἴδη τὰ ὁποῖα κομίζουν οἱ ναυτικοί.	[1395, 46, 1583, 2300]
excursion-heading: ΤΟΥ «ΠΕΡΙΗΓΗΤΙΚΟΥ» ΟΜΙΛΟΥ	[602, 648, 751, 679]
section-banner-social: Κοινωνικά	[4, 50, 186, 101]
headline: Ο Κ. ΝΤΕ ΓΚΩΛ ΕΞΟΥΣΙΟΔΟΤΗΘΗ ΝΑ ΑΜΝΗΣΤΕΥΣΗ ΤΟΥΣ ΣΤΡΑΤΗΓΟΥΣ	[1417, 435, 1560, 499]
signature: ΙΩΑΝΝΗΣ ΑΝΑΣΤΑΣΙΑΔΗΣ	[252, 1102, 382, 1114]
article-text: Στὴν δυστυχία τῶν φιλικῶν Λιδίας Δ. Λάμου τοῦ ἀρχιδικαστοῦ γιὰ τὸν ἐξέταση τοῦ κ. Αὐγελου Δ. Μαθαίου ἐκφράσει κάθε εὐχή. Οἱ ΣΥΝΑΔΕΛΦΟΙ.	[4, 128, 186, 179]
cartoon-left	[4, 1900, 191, 2307]
article-text: Εἰς μνήμην Χαραλάμπου Γ. Λεβεντίδου ἀντὶ στεφάνου ἐδώρησεν ἡ οἰκογένεια εἰς τὸ ταμεῖον τοῦ Σωματείου.	[4, 381, 186, 420]
section-subtitle: Σταθμὸς Ἑλλάδος	[431, 125, 531, 140]
program-heading: Β' ΠΡΟΓΡΑΜΜΑ	[427, 304, 535, 319]
article-title: Διαγωνισμὸς ἀφηγητῶν	[606, 1293, 737, 1309]
headline: ΘΑ ΑΝΟΙΞΟΥΝ ΣΗΜΕΡΟΝ ΤΑ ΠΡΑΤΗΡΙΑ ΥΓΡΩΝ ΚΑΥΣΙΜΩΝ ΕΙΣ ΤΗΝ ΚΑΒΑΛΑΝ	[776, 52, 944, 114]
eparxia-item: ΚΑΒΑΛΑ ΑΤΤΙΚΟΝ: «Τρεῖς ἀγαπημένες».	[4, 1371, 186, 1396]
center-area: ΝΕΑ «ΦΩΤΙΣΤΙΚΑ ΣΩΜΑΤΑ» ΕΙΣ ΤΑΣ ΟΔΟΥΣ Ἡ συνεργεῖον τῆς ΔΕΗ, ἤρχισεν ἡ τοποθέτησις νέου τύπου φωτιστικῶν σωμάτων, μεγάλης ἰσχύος, ἐπὶ θολῶν στύλων. ΔΥΟ ΥΠΟΥΡΓΟΙ ΕΙΣ ΤΟ ΛΟΝΔΙΝΟΝ Ἐντονωτάτη ἡ ἀντίθεσις ΔΕΗ καὶ τεχνικῶν διὰ τὸν ἀντιδραστῆρα ΘΑ ΑΥΞΗΘΗ ΤΟ ΚΟΣΤΟΣ ΤΟΥ ΡΕΥΜΑΤΟΣ ΚΑΙ ΘΑ ΕΓΚΑΤΑΛΕΙΦΘΟΥΝ ΟΙ ΛΙΓΝΙΤΑΙ Ἡ κυβέρνησις ὅμως ἐπιμένει ΑΘΗΝΑΙ, 26. — Ὁ θέμα τῆς ἀγορᾶς ἀτομικοῦ ἀντιδραστῆρος ἀπὸ τὴν ΔΕΗ ἐξακολουθεῖ νὰ ἀπασχολῇ τοὺς κύκλους τῆς κυβερνήσεως καὶ τῶν τεχνικῶν. Κατὰ τοὺς τεχνικοὺς ἡ χρησιμοποίησις ἀτομικῆς ἐνεργείας θὰ αὐξήσῃ τὸ κόστος τοῦ ρεύματος καὶ θὰ ὁδηγήσῃ εἰς τὴν ἐγκατάλειψιν τῶν λιγνιτῶν. Ἡ ΔΕΗ ὑποστηρίζει ὅτι ὁ ἀντιδραστὴρ θὰ καλύψῃ τὰς αὐξανομένας ἀνάγκας τῆς χώρας εἰς ἠλεκτρικὴν ἐνέργειαν. Ἐπιβάλλεται, ὡς ἐδήλωσαν, νὰ ἐξετασθοῦν ὅλαι αἱ πλευραὶ τοῦ θέματος πρὶν ληφθοῦν ὁριστικαὶ ἀποφάσεις. Ὁ ὑπουργὸς Συντονισμοῦ καὶ ὁ ὑπουργὸς Βιομηχανίας ἀναχωροῦν διὰ τὸ Λονδῖνον ὅπου θὰ συνομιλήσουν μὲ τοὺς Βρεταννοὺς ἁρμοδίους. Τὸ ζήτημα θὰ συζητηθῇ καὶ εἰς τὸ ὑπουργικὸν συμβούλιον κατὰ τὴν ἐπομένην συνεδρίασίν του. Ἐν τῷ μεταξὺ ἡ κυβέρνησις ἐμμένει εἰς τὴν ἀπόφασίν της. Ὡς ἐδήλωσεν ὁ ἁρμόδιος ὑπουργός, ἡ ἀγορὰ τοῦ ἀντιδραστῆρος ἀποτελεῖ ἀναγκαιότητα διὰ τὴν ἀνάπτυξιν. Οἱ ἐμπειρογνώμονες ὅμως ἐκφράζουν ἀντιρρήσεις καὶ θεωροῦν ὅτι ἡ ἐπένδυσις εἶναι πρόωρος δεδομένου ὅτι ἡ χώρα διαθέτει ἐπαρκῆ ἀποθέματα λιγνίτου. Οἱ παραγωγοὶ λιγνίτου ἐξέφρασαν ἀνησυχίας διὰ τὰς θέσεις ἐργασίας εἰς τὰ ὀρυχεῖα τῆς Πτολεμαΐδος καὶ τῆς Μεγαλοπόλεως. Ὁ κ. ΜΗΤΣΟΤΑΚΗΣ Πρωτότυπος διαφήμισις ΙΑΠΩΝ ΞΕΝΟΔΟΧΟΣ ΣΥΜΜΟΡΦΩΝΕΙ ΤΟΥΣ ΛΟΓΑΡΙΑΣΜΟΥΣ ΤΩΝ ΠΕΛΑΤΩΝ ΒΑΣΕΙ ΤΗΣ ΕΝΤΑΣΕΩΣ ΤΩΝ ΣΕΙΣΜΩΝ Δὲν καταβάλλεται οὔτε ἕνα γιὲν ὅταν συγκλονίζεται τὸ κτίριον ΜΑΤΣΟΥΣΙΤΟ, Ἰαπωνία, 26 (Ἀσ. Πρέσ.). — Ἕνας Ἰάπων ξενοδόχος ἐφεῦρε πρωτότυπον τρόπον διαφημίσεως τῆς ἐπιχειρήσεώς του. Οἱ λογαριασμοὶ τῶν πελατῶν μειώνονται ἀναλόγως τῆς ἐντάσεως τῶν σεισμῶν οἱ ὁποῖοι σημειώνονται κατὰ τὴν διάρκειαν τῆς διαμονῆς των. Ἐὰν ὁ σεισμὸς εἶναι ἰσχυρὸς καὶ τὸ κτίριον συγκλονίζεται, οἱ πελάται δὲν καταβάλλουν οὔτε ἕνα γιέν. Ἡ διαφήμισις ἔχει προσελκύσει πολλοὺς τουρίστας οἱ ὁποῖοι ἐπιθυμοῦν νὰ ζήσουν τὴν ἐμπειρίαν. Ο ΜΠΕΜΠΑΟΥ-Ι- ΕΛΑΒΕ ΘΕΩΡΗΣΙΝ ΔΙΑΒΑΤΗΡΙΟΥ ΚΑΙ ΑΝΕΧΩΡΗΣΕΝ ΑΜΕΣΩΣ ΔΙΑ ΤΗΝ ΕΛΒΕΤΙΑΝ Η ΣΥΖΥΓΟΣ ΤΟΥ ΑΝΑΜΕΝΕΙ ΕΓΚΡΙΣΙΝ ΤΟΥ ΚΑ-Ι-ΡΟΥ ΡΩΜΗ, 26 (ΑΝΣΑ). — Ὁ Γουόρδ Μπεμπάου-Ι ἔλαβε τὴν θεώρησιν τοῦ διαβατηρίου του καὶ ἀνεχώρησεν ἀμέσως διὰ τὴν Ἑλβετίαν. Ἡ σύζυγός του παραμένει εἰς τὴν Ρώμην ἀναμένουσα τὴν ἔγκρισιν τῆς κυβερνήσεως τοῦ Καΐρου διὰ νὰ τὸν ἀκολουθήσῃ. Ὁ τέως βασιλεὺς τῆς Αἰγύπτου εἶχεν ἐπιστρέψει εἰς τὴν Ἰταλίαν μετὰ πολυμήνους ἀπουσίαν. Οἱ Αἰγύπτιοι ἁρμόδιοι δὲν ἔχουν ἀκόμη ἀπαντήσει εἰς τὸ σχετικὸν αἴτημα τῆς συζύγου του. ΑΝΤΙ ΤΕΜΑΧΙΟΥ ΒΛΗΜΑΤΟΣ ΕΝΕΣΦΗΝΩΘΗ ΟΣΤΟΥΝ ΕΙΣ ΤΟ ΣΩΜΑ ΕΝΟΣ ΒΟΥΛΓΑΡΟΥ ΠΑΛΑΙΟΥ ΠΟΛΕΜΙΣΤΟΥ ΔΙΕΠΙΣΤΩΘΗ ΚΑΤΟΠΙΝ ΧΡΟΝΙΚΟΥ ΔΙΑΣΤΗΜΑΤΟΣ 54 ΕΤΩΝ ΣΟΦΙΑ, 26 (Ἰδ. ὑπηρ.). — Ἕνας Βούλγαρος παλαιὸς πολεμιστὴς ὑπέφερε ἐπὶ 54 ἔτη ἀπὸ πόνους τοὺς ὁποίους ἀπέδιδε εἰς τεμάχιον βλήματος. Κατὰ τὴν χειρουργικὴν ἐπέμβασιν διεπιστώθη ὅτι ἐπρόκειτο περὶ ὀστοῦ τὸ ὁποῖον εἶχεν ἐνσφηνωθῇ εἰς τὸ σῶμα του. ΑΝΕΒΛΗΘΗΣΑΝ ΔΙΑ ΤΗΝ ΠΡΟΣΕΧΗ ΕΒΔΟΜΑΔΑ ΑΙ ΣΥΝΟΜΙΛΙΑΙ ΙΝΔΟΝΗΣΙΑΣ ΚΑΙ ΜΑΛΑΙΣΙΑΣ ΤΖΑΚΑΡΤΑ, 26 (Ρώυτερ). — Αἱ συνομιλίαι μεταξὺ τῆς Ἰνδονησίας καὶ τῆς Μαλαισίας ἀνεβλήθησαν διὰ τὴν προσεχῆ ἑβδομάδα. Ἡ ἀναβολὴ ἐζητήθη ἀπὸ τὴν κυβέρνησιν τῆς Κουάλα Λουμπούρ διὰ τεχνικοὺς λόγους.	[956, 53, 1387, 1541]
theama-item: ΟΛΥΜΠΙΟΝ (Ἀριστοτέλους): «Ὁ πόλεμος τῆς Τροίας».	[4, 1311, 186, 1337]
headline: ΕΠΙΚΕΙΤΑΙ ΣΥΜΦΩΝΙΑ ΤΩΝ ΧΩΡΩΝ ΤΗΣ ΕΟΚ ΔΙΑ ΤΗΝ ΓΕΩΡΓΙΑΝ	[1400, 1128, 1578, 1175]
